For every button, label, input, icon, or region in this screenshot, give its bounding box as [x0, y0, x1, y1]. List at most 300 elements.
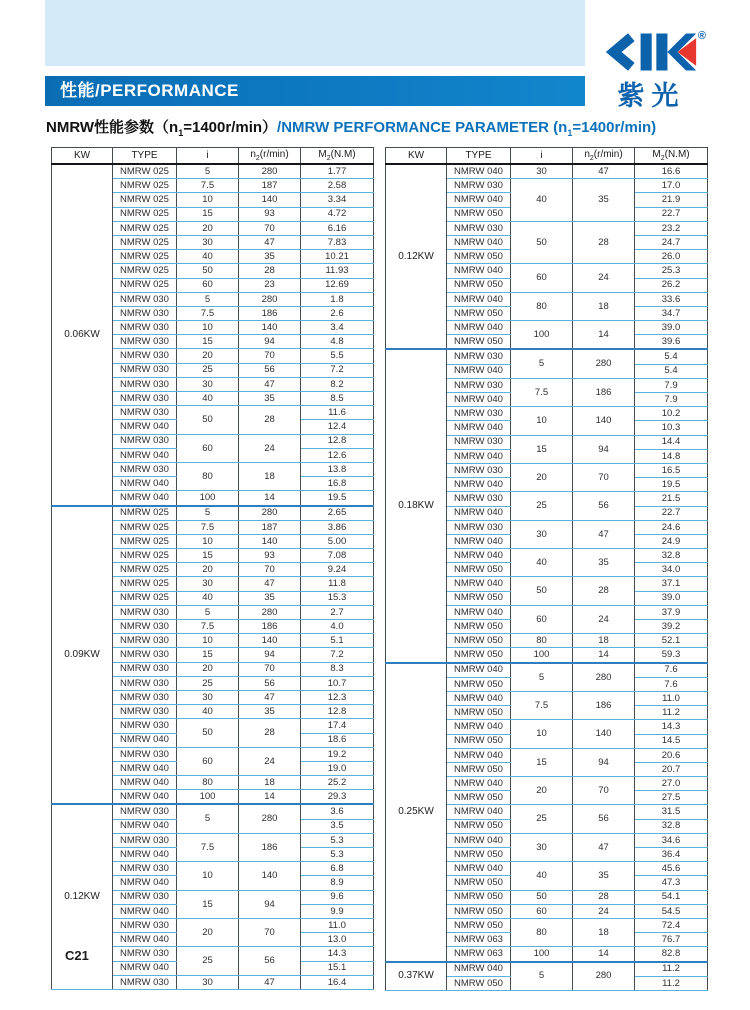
ratio-cell: 30	[511, 164, 573, 179]
type-cell: NMRW 030	[447, 463, 511, 477]
torque-cell: 10.21	[301, 250, 374, 264]
ratio-cell: 5	[177, 506, 239, 521]
torque-cell: 34.6	[635, 833, 708, 847]
type-cell: NMRW 030	[113, 719, 177, 733]
torque-cell: 32.8	[635, 819, 708, 833]
type-cell: NMRW 030	[447, 520, 511, 534]
torque-cell: 8.5	[301, 392, 374, 406]
type-cell: NMRW 030	[447, 221, 511, 235]
ratio-cell: 40	[177, 705, 239, 719]
type-cell: NMRW 040	[447, 605, 511, 619]
ratio-cell: 100	[511, 321, 573, 350]
ratio-cell: 15	[177, 335, 239, 349]
type-cell: NMRW 040	[113, 776, 177, 790]
type-cell: NMRW 040	[447, 720, 511, 734]
ratio-cell: 60	[177, 747, 239, 775]
torque-cell: 15.1	[301, 961, 374, 975]
type-cell: NMRW 040	[447, 193, 511, 207]
torque-cell: 8.3	[301, 662, 374, 676]
speed-cell: 70	[239, 662, 301, 676]
speed-cell: 47	[573, 520, 635, 548]
torque-cell: 9.6	[301, 890, 374, 904]
torque-cell: 5.5	[301, 349, 374, 363]
type-cell: NMRW 030	[447, 435, 511, 449]
ratio-cell: 15	[177, 549, 239, 563]
type-cell: NMRW 050	[447, 762, 511, 776]
ratio-cell: 10	[177, 193, 239, 207]
type-cell: NMRW 050	[447, 677, 511, 691]
ratio-cell: 60	[177, 434, 239, 462]
torque-cell: 24.6	[635, 520, 708, 534]
torque-cell: 39.2	[635, 620, 708, 634]
ratio-cell: 50	[511, 221, 573, 264]
page-number: C21	[65, 948, 89, 963]
torque-cell: 7.2	[301, 648, 374, 662]
ratio-cell: 100	[511, 648, 573, 663]
header-band	[45, 0, 585, 66]
speed-cell: 56	[239, 947, 301, 975]
type-cell: NMRW 040	[113, 876, 177, 890]
torque-cell: 17.4	[301, 719, 374, 733]
type-cell: NMRW 050	[447, 734, 511, 748]
torque-cell: 13.0	[301, 933, 374, 947]
type-cell: NMRW 050	[447, 976, 511, 990]
type-cell: NMRW 040	[447, 393, 511, 407]
torque-cell: 31.5	[635, 805, 708, 819]
torque-cell: 16.6	[635, 164, 708, 179]
speed-cell: 47	[573, 833, 635, 861]
torque-cell: 5.3	[301, 848, 374, 862]
torque-cell: 7.2	[301, 363, 374, 377]
brand-logo	[588, 30, 708, 112]
type-cell: NMRW 040	[447, 264, 511, 278]
type-cell: NMRW 040	[447, 663, 511, 678]
torque-cell: 26.0	[635, 250, 708, 264]
speed-cell: 70	[239, 563, 301, 577]
ratio-cell: 80	[177, 776, 239, 790]
torque-cell: 11.6	[301, 406, 374, 420]
speed-cell: 140	[239, 534, 301, 548]
type-cell: NMRW 030	[113, 690, 177, 704]
ratio-cell: 100	[177, 491, 239, 506]
torque-cell: 47.3	[635, 876, 708, 890]
speed-cell: 140	[239, 193, 301, 207]
type-cell: NMRW 030	[113, 975, 177, 989]
ratio-cell: 50	[177, 264, 239, 278]
ratio-cell: 15	[177, 207, 239, 221]
torque-cell: 17.0	[635, 179, 708, 193]
torque-cell: 19.0	[301, 761, 374, 775]
torque-cell: 12.3	[301, 690, 374, 704]
torque-cell: 7.6	[635, 677, 708, 691]
torque-cell: 22.7	[635, 207, 708, 221]
ratio-cell: 5	[177, 292, 239, 306]
torque-cell: 7.9	[635, 393, 708, 407]
type-cell: NMRW 030	[447, 179, 511, 193]
torque-cell: 34.7	[635, 306, 708, 320]
kw-cell: 0.09KW	[52, 506, 113, 805]
speed-cell: 94	[239, 648, 301, 662]
speed-cell: 187	[239, 179, 301, 193]
ratio-cell: 7.5	[511, 691, 573, 719]
ratio-cell: 20	[177, 349, 239, 363]
speed-cell: 35	[573, 179, 635, 222]
torque-cell: 25.2	[301, 776, 374, 790]
torque-cell: 8.2	[301, 377, 374, 391]
type-cell: NMRW 030	[113, 434, 177, 448]
torque-cell: 11.8	[301, 577, 374, 591]
ratio-cell: 40	[511, 549, 573, 577]
ratio-cell: 15	[177, 648, 239, 662]
ratio-cell: 30	[511, 833, 573, 861]
speed-cell: 28	[573, 221, 635, 264]
type-cell: NMRW 050	[447, 620, 511, 634]
kw-cell: 0.06KW	[52, 164, 113, 506]
torque-cell: 34.0	[635, 563, 708, 577]
type-cell: NMRW 030	[113, 462, 177, 476]
type-cell: NMRW 030	[113, 377, 177, 391]
torque-cell: 12.69	[301, 278, 374, 292]
ratio-cell: 50	[177, 719, 239, 747]
torque-cell: 7.08	[301, 549, 374, 563]
torque-cell: 3.6	[301, 804, 374, 819]
torque-cell: 18.6	[301, 733, 374, 747]
type-cell: NMRW 040	[447, 449, 511, 463]
type-cell: NMRW 040	[113, 491, 177, 506]
torque-cell: 10.7	[301, 676, 374, 690]
torque-cell: 10.2	[635, 407, 708, 421]
torque-cell: 25.3	[635, 264, 708, 278]
type-cell: NMRW 063	[447, 947, 511, 962]
speed-cell: 14	[573, 321, 635, 350]
type-cell: NMRW 030	[113, 321, 177, 335]
torque-cell: 54.5	[635, 904, 708, 918]
speed-cell: 18	[239, 462, 301, 490]
torque-cell: 14.5	[635, 734, 708, 748]
ratio-cell: 10	[177, 862, 239, 890]
type-cell: NMRW 040	[113, 848, 177, 862]
torque-cell: 26.2	[635, 278, 708, 292]
speed-cell: 18	[573, 634, 635, 648]
type-cell: NMRW 025	[113, 179, 177, 193]
torque-cell: 16.5	[635, 463, 708, 477]
type-cell: NMRW 030	[113, 634, 177, 648]
type-cell: NMRW 050	[447, 890, 511, 904]
type-cell: NMRW 030	[113, 676, 177, 690]
torque-cell: 2.7	[301, 605, 374, 619]
speed-cell: 186	[573, 378, 635, 406]
type-cell: NMRW 040	[113, 933, 177, 947]
torque-cell: 21.9	[635, 193, 708, 207]
torque-cell: 20.6	[635, 748, 708, 762]
speed-cell: 28	[239, 719, 301, 747]
ratio-cell: 40	[511, 179, 573, 222]
torque-cell: 7.6	[635, 663, 708, 678]
torque-cell: 16.4	[301, 975, 374, 989]
torque-cell: 22.7	[635, 506, 708, 520]
section-banner	[45, 76, 585, 106]
speed-cell: 14	[239, 491, 301, 506]
ratio-cell: 20	[177, 662, 239, 676]
type-cell: NMRW 050	[447, 335, 511, 350]
speed-cell: 28	[239, 406, 301, 434]
torque-cell: 20.7	[635, 762, 708, 776]
torque-cell: 15.3	[301, 591, 374, 605]
torque-cell: 6.16	[301, 221, 374, 235]
speed-cell: 14	[573, 947, 635, 962]
col-header-kw: KW	[52, 148, 113, 165]
speed-cell: 56	[239, 676, 301, 690]
type-cell: NMRW 040	[113, 448, 177, 462]
type-cell: NMRW 040	[447, 506, 511, 520]
torque-cell: 24.7	[635, 235, 708, 249]
type-cell: NMRW 050	[447, 591, 511, 605]
torque-cell: 6.8	[301, 862, 374, 876]
type-cell: NMRW 040	[447, 534, 511, 548]
ratio-cell: 10	[177, 534, 239, 548]
type-cell: NMRW 050	[447, 791, 511, 805]
header-row	[52, 148, 374, 165]
zik-logo-icon	[598, 30, 698, 74]
ratio-cell: 50	[177, 406, 239, 434]
type-cell: NMRW 025	[113, 164, 177, 179]
torque-cell: 11.2	[635, 962, 708, 977]
table-row	[386, 164, 708, 179]
torque-cell: 4.72	[301, 207, 374, 221]
type-cell: NMRW 030	[113, 862, 177, 876]
torque-cell: 45.6	[635, 862, 708, 876]
speed-cell: 140	[573, 720, 635, 748]
col-header-m2: $M_2(N.M)$	[301, 148, 374, 165]
type-cell: NMRW 025	[113, 264, 177, 278]
speed-cell: 93	[239, 207, 301, 221]
type-cell: NMRW 050	[447, 250, 511, 264]
torque-cell: 11.93	[301, 264, 374, 278]
col-header-kw: KW	[386, 148, 447, 165]
type-cell: NMRW 030	[113, 648, 177, 662]
type-cell: NMRW 040	[447, 962, 511, 977]
ratio-cell: 40	[177, 591, 239, 605]
type-cell: NMRW 040	[447, 164, 511, 179]
speed-cell: 280	[239, 292, 301, 306]
ratio-cell: 25	[511, 805, 573, 833]
torque-cell: 5.4	[635, 364, 708, 378]
type-cell: NMRW 030	[113, 406, 177, 420]
kw-cell: 0.37KW	[386, 962, 447, 991]
ratio-cell: 80	[511, 634, 573, 648]
type-cell: NMRW 030	[113, 705, 177, 719]
speed-cell: 187	[239, 520, 301, 534]
speed-cell: 140	[239, 862, 301, 890]
torque-cell: 19.2	[301, 747, 374, 761]
torque-cell: 33.6	[635, 292, 708, 306]
torque-cell: 27.0	[635, 777, 708, 791]
speed-cell: 47	[239, 377, 301, 391]
ratio-cell: 20	[511, 463, 573, 491]
type-cell: NMRW 040	[113, 819, 177, 833]
type-cell: NMRW 030	[113, 747, 177, 761]
type-cell: NMRW 030	[113, 947, 177, 961]
speed-cell: 56	[239, 363, 301, 377]
torque-cell: 9.24	[301, 563, 374, 577]
ratio-cell: 25	[177, 363, 239, 377]
speed-cell: 140	[239, 321, 301, 335]
speed-cell: 35	[573, 549, 635, 577]
speed-cell: 28	[573, 890, 635, 904]
speed-cell: 280	[239, 506, 301, 521]
torque-cell: 27.5	[635, 791, 708, 805]
type-cell: NMRW 030	[113, 833, 177, 847]
section-title: 性能/PERFORMANCE	[60, 81, 239, 100]
ratio-cell: 100	[177, 790, 239, 805]
ratio-cell: 50	[511, 577, 573, 605]
ratio-cell: 5	[511, 349, 573, 378]
ratio-cell: 30	[177, 235, 239, 249]
speed-cell: 47	[573, 164, 635, 179]
type-cell: NMRW 025	[113, 534, 177, 548]
speed-cell: 35	[573, 862, 635, 890]
torque-cell: 39.0	[635, 321, 708, 335]
ratio-cell: 20	[177, 918, 239, 946]
speed-cell: 24	[573, 605, 635, 633]
speed-cell: 24	[573, 904, 635, 918]
torque-cell: 21.5	[635, 492, 708, 506]
torque-cell: 5.00	[301, 534, 374, 548]
ratio-cell: 80	[177, 462, 239, 490]
ratio-cell: 60	[511, 264, 573, 292]
speed-cell: 70	[239, 221, 301, 235]
type-cell: NMRW 040	[447, 833, 511, 847]
type-cell: NMRW 050	[447, 706, 511, 720]
ratio-cell: 100	[511, 947, 573, 962]
ratio-cell: 5	[177, 605, 239, 619]
ratio-cell: 60	[177, 278, 239, 292]
torque-cell: 9.9	[301, 904, 374, 918]
ratio-cell: 15	[177, 890, 239, 918]
speed-cell: 94	[239, 890, 301, 918]
speed-cell: 23	[239, 278, 301, 292]
speed-cell: 140	[573, 407, 635, 435]
ratio-cell: 30	[511, 520, 573, 548]
ratio-cell: 7.5	[177, 620, 239, 634]
table-row	[52, 164, 374, 179]
ratio-cell: 10	[177, 634, 239, 648]
ratio-cell: 20	[177, 221, 239, 235]
speed-cell: 186	[239, 620, 301, 634]
ratio-cell: 15	[511, 748, 573, 776]
type-cell: NMRW 030	[113, 918, 177, 932]
speed-cell: 14	[239, 790, 301, 805]
type-cell: NMRW 050	[447, 207, 511, 221]
type-cell: NMRW 040	[447, 862, 511, 876]
col-header-type: TYPE	[447, 148, 511, 165]
ratio-cell: 60	[511, 605, 573, 633]
speed-cell: 70	[573, 463, 635, 491]
registered-mark: ®	[697, 30, 706, 42]
type-cell: NMRW 040	[447, 292, 511, 306]
speed-cell: 186	[239, 306, 301, 320]
type-cell: NMRW 025	[113, 549, 177, 563]
torque-cell: 72.4	[635, 918, 708, 932]
table-row	[386, 663, 708, 678]
kw-cell: 0.12KW	[386, 164, 447, 349]
col-header-i: i	[177, 148, 239, 165]
torque-cell: 59.3	[635, 648, 708, 663]
torque-cell: 12.8	[301, 705, 374, 719]
speed-cell: 70	[573, 777, 635, 805]
ratio-cell: 5	[177, 164, 239, 179]
torque-cell: 11.2	[635, 706, 708, 720]
type-cell: NMRW 025	[113, 520, 177, 534]
ratio-cell: 25	[177, 676, 239, 690]
ratio-cell: 10	[177, 321, 239, 335]
col-header-m2: $M_2(N.M)$	[635, 148, 708, 165]
speed-cell: 186	[239, 833, 301, 861]
ratio-cell: 30	[177, 377, 239, 391]
speed-cell: 56	[573, 805, 635, 833]
speed-cell: 70	[239, 349, 301, 363]
ratio-cell: 15	[511, 435, 573, 463]
type-cell: NMRW 040	[447, 478, 511, 492]
type-cell: NMRW 050	[447, 848, 511, 862]
torque-cell: 13.8	[301, 462, 374, 476]
col-header-type: TYPE	[113, 148, 177, 165]
ratio-cell: 7.5	[177, 833, 239, 861]
performance-table-left	[51, 147, 374, 990]
ratio-cell: 30	[177, 577, 239, 591]
col-header-n2: $n_2(r/\min)$	[239, 148, 301, 165]
torque-cell: 5.3	[301, 833, 374, 847]
ratio-cell: 5	[177, 804, 239, 833]
type-cell: NMRW 025	[113, 563, 177, 577]
torque-cell: 76.7	[635, 933, 708, 947]
speed-cell: 280	[239, 164, 301, 179]
kw-cell: 0.25KW	[386, 663, 447, 962]
type-cell: NMRW 040	[447, 577, 511, 591]
torque-cell: 7.9	[635, 378, 708, 392]
type-cell: NMRW 040	[447, 321, 511, 335]
type-cell: NMRW 030	[113, 620, 177, 634]
brand-name-cn: 紫光	[617, 81, 686, 111]
table-row	[386, 962, 708, 977]
type-cell: NMRW 030	[113, 335, 177, 349]
torque-cell: 19.5	[301, 491, 374, 506]
torque-cell: 4.8	[301, 335, 374, 349]
type-cell: NMRW 025	[113, 591, 177, 605]
type-cell: NMRW 040	[113, 733, 177, 747]
type-cell: NMRW 030	[113, 392, 177, 406]
speed-cell: 186	[573, 691, 635, 719]
speed-cell: 14	[573, 648, 635, 663]
col-header-n2: $n_2(r/\min)$	[573, 148, 635, 165]
torque-cell: 14.3	[301, 947, 374, 961]
ratio-cell: 7.5	[511, 378, 573, 406]
torque-cell: 52.1	[635, 634, 708, 648]
ratio-cell: 25	[511, 492, 573, 520]
ratio-cell: 30	[177, 975, 239, 989]
torque-cell: 1.8	[301, 292, 374, 306]
ratio-cell: 7.5	[177, 520, 239, 534]
type-cell: NMRW 040	[113, 420, 177, 434]
speed-cell: 94	[573, 748, 635, 776]
type-cell: NMRW 040	[113, 790, 177, 805]
torque-cell: 8.9	[301, 876, 374, 890]
torque-cell: 16.8	[301, 477, 374, 491]
torque-cell: 14.3	[635, 720, 708, 734]
type-cell: NMRW 063	[447, 933, 511, 947]
torque-cell: 37.9	[635, 605, 708, 619]
type-cell: NMRW 050	[447, 904, 511, 918]
